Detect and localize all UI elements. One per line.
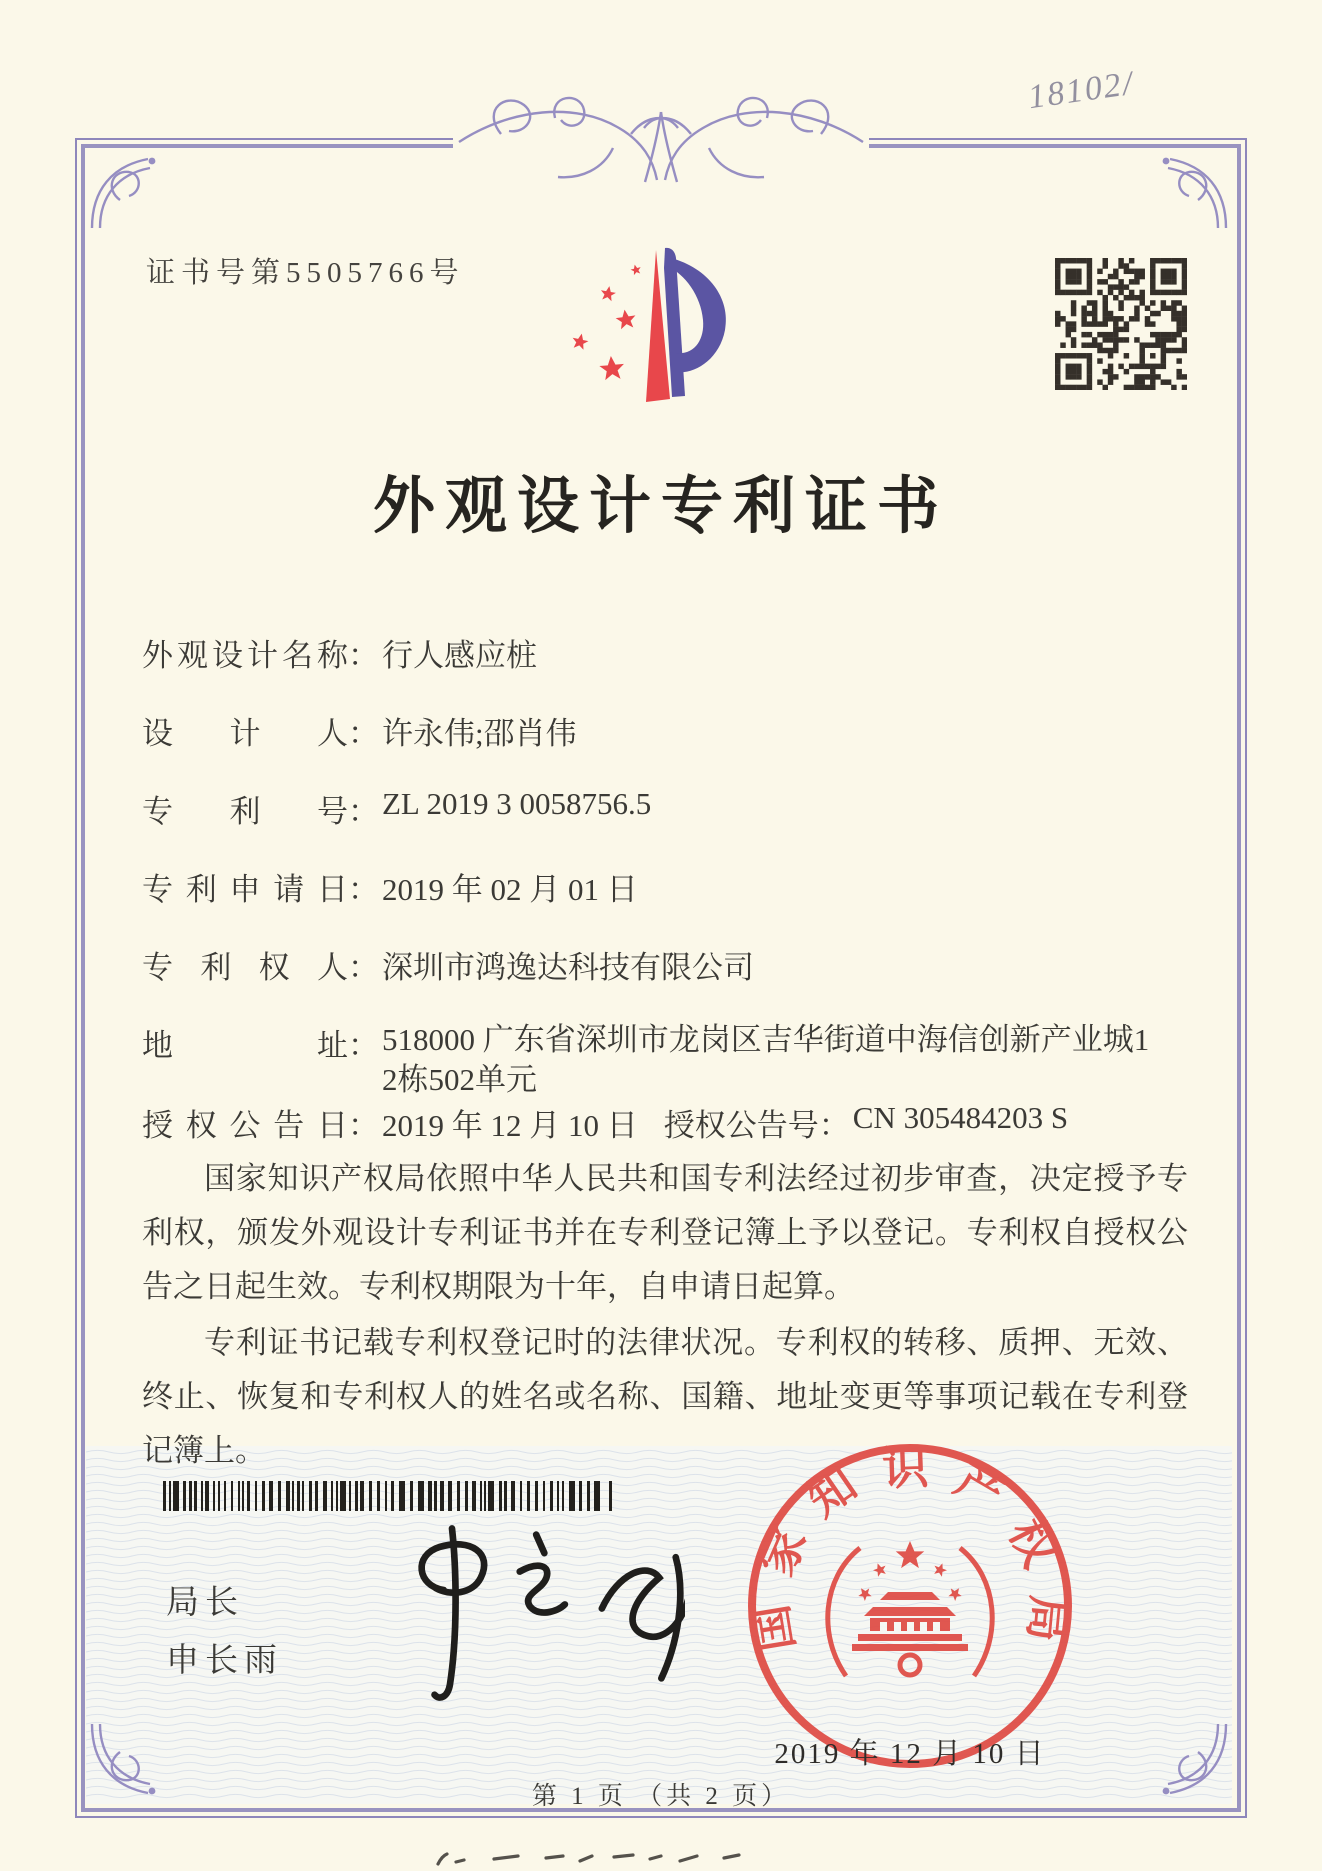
- field-value: 深圳市鸿逸达科技有限公司: [382, 950, 754, 985]
- field-label: 设计人: [142, 716, 348, 751]
- field-label-grant-number: 授权公告号: [663, 1108, 819, 1143]
- corner-ornament-top-left: [84, 148, 170, 234]
- field-label: 授权公告日: [142, 1108, 348, 1143]
- director-title: 局长: [166, 1585, 244, 1621]
- corner-ornament-top-right: [1148, 148, 1234, 234]
- field-row-design-name: [142, 630, 537, 675]
- colon: ：: [348, 1108, 379, 1143]
- certificate-title: 外观设计专利证书: [372, 473, 949, 541]
- page-indicator: 第 1 页 （共 2 页）: [531, 1783, 791, 1810]
- top-center-ornament: [381, 88, 941, 208]
- barcode: [163, 1481, 613, 1511]
- cnipa-logo-icon: [552, 206, 742, 406]
- field-value: 2019 年 12 月 10 日: [382, 1108, 638, 1143]
- colon: ：: [348, 638, 379, 673]
- field-value: 行人感应桩: [382, 638, 537, 673]
- field-row-address: [142, 1020, 1149, 1100]
- seal-ring-text: 国家知识产权局: [745, 1442, 1075, 1655]
- signature-handwriting: [375, 1510, 685, 1705]
- field-label: 专利申请日: [142, 872, 348, 907]
- director-name: 申长雨: [166, 1643, 283, 1679]
- body-paragraph-1: 国家知识产权局依照中华人民共和国专利法经过初步审查，决定授予专利权，颁发外观设计专利证书并在专利登记簿上予以登记。专利权自授权公告之日起生效。专利权期限为十年，自申请日起算。: [142, 1161, 1188, 1304]
- qr-code: [1055, 258, 1187, 390]
- field-label: 地址: [142, 1028, 348, 1063]
- colon: ：: [348, 1028, 379, 1063]
- field-value: 许永伟;邵肖伟: [382, 716, 577, 751]
- field-label: 外观设计名称: [142, 638, 348, 673]
- field-row-designer: [142, 708, 577, 753]
- certificate-number: 证书号第5505766号: [146, 257, 465, 289]
- official-seal: [742, 1438, 1078, 1774]
- field-label: 专利号: [142, 794, 348, 829]
- address-line-2: 2栋502单元: [382, 1062, 537, 1097]
- address-line-1: 518000 广东省深圳市龙岗区吉华街道中海信创新产业城1: [382, 1022, 1150, 1057]
- national-emblem-icon: [828, 1541, 992, 1676]
- clipped-text-fragments: [430, 1848, 790, 1866]
- field-label: 专利权人: [142, 950, 348, 985]
- field-row-patentee: [142, 942, 754, 987]
- field-row-filing-date: [142, 864, 638, 909]
- field-value-address: [382, 1020, 1149, 1100]
- seal-date: 2019 年 12 月 10 日: [774, 1738, 1046, 1770]
- colon: ：: [348, 716, 379, 751]
- field-value: 2019 年 02 月 01 日: [382, 872, 638, 907]
- colon: ：: [348, 794, 379, 829]
- colon: ：: [348, 950, 379, 985]
- field-row-grant: [142, 1100, 1068, 1145]
- handwritten-note: 18102/: [1025, 64, 1137, 117]
- field-value: CN 305484203 S: [852, 1100, 1069, 1135]
- field-row-patent-number: [142, 786, 651, 831]
- colon: ：: [818, 1108, 850, 1143]
- colon: ：: [348, 872, 379, 907]
- body-paragraph-2: 专利证书记载专利权登记时的法律状况。专利权的转移、质押、无效、终止、恢复和专利权人的姓名或名称、国籍、地址变更等事项记载在专利登记簿上。: [142, 1325, 1188, 1468]
- field-value: ZL 2019 3 0058756.5: [382, 786, 652, 821]
